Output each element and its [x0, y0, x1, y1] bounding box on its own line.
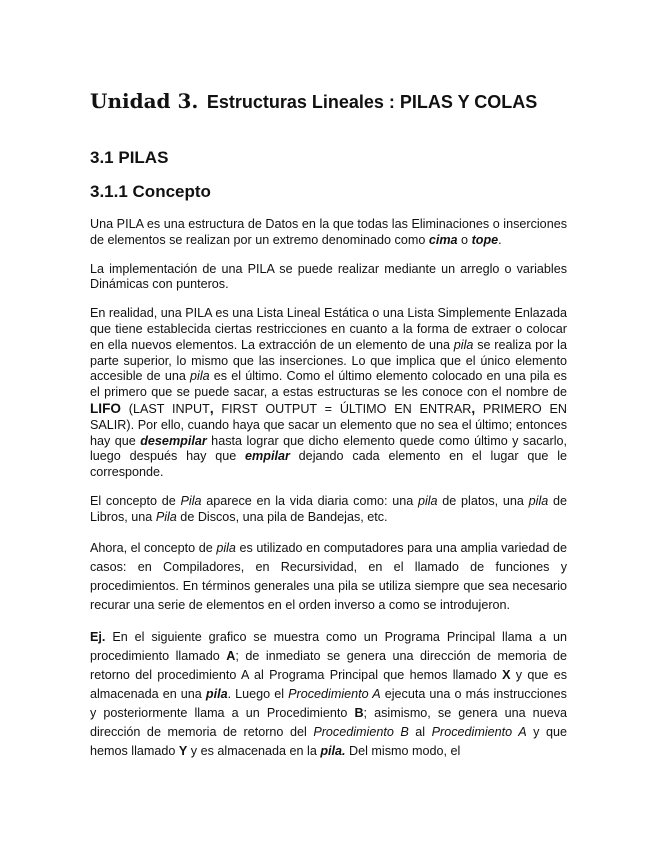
paragraph-daily-life: El concepto de Pila aparece en la vida diaria como: una pila de platos, una pila de Libros, una Pila de Discos, una pila de Bandejas, etc.	[90, 493, 567, 524]
paragraph-computing-uses: Ahora, el concepto de pila es utilizado en computadores para una amplia variedad de casos: en Compiladores, en Recursividad, en el llamado de funciones y procedimientos. En términos generales una pila se utiliza siempre que sea necesario recurar una serie de elementos en el orden inverso a como se introdujeron.	[90, 540, 567, 612]
unit-number: Unidad 3.	[90, 89, 199, 113]
unit-title	[90, 86, 567, 119]
paragraph-example: Ej. En el siguiente grafico se muestra como un Programa Principal llama a un procedimiento llamado A; de inmediato se genera una dirección de memoria de retorno del procedimiento A al Programa Principal que hemos llamado X y que es almacenada en una pila. Luego el Procedimiento A ejecuta una o más instrucciones y posteriormente llama a un Procedimiento B; asimismo, se genera una nueva dirección de memoria de retorno del Procedimiento B al Procedimiento A y que hemos llamado Y y es almacenada en la pila. Del mismo modo, el	[90, 629, 567, 758]
paragraph-definition: Una PILA es una estructura de Datos en la que todas las Eliminaciones o inserciones de elementos se realizan por un extremo denominado como cima o tope.	[90, 217, 567, 247]
paragraph-implementation: La implementación de una PILA se puede realizar mediante un arreglo o variables Dinámicas con punteros.	[90, 261, 567, 292]
paragraph-lifo: En realidad, una PILA es una Lista Lineal Estática o una Lista Simplemente Enlazada que tiene establecida ciertas restricciones en cuanto a la forma de extraer o colocar en ella nuevos elementos. La extracción de un elemento de una pila se realiza por la parte superior, lo mismo que las inserciones. Lo que implica que el único elemento accesible de una pila es el último. Como el último elemento colocado en una pila es el primero que se puede sacar, a estas estructuras se les conoce con el nombre de LIFO (LAST INPUT, FIRST OUTPUT = ÚLTIMO EN ENTRAR, PRIMERO EN SALIR). Por ello, cuando haya que sacar un elemento que no sea el último; entonces hay que desempilar hasta lograr que dicho elemento quede como último y sacarlo, luego después hay que empilar dejando cada elemento en el lugar que le corresponde.	[90, 306, 568, 480]
unit-subject: Estructuras Lineales : PILAS Y COLAS	[206, 92, 538, 112]
section-heading: 3.1 PILAS	[90, 148, 169, 167]
subsection-heading: 3.1.1 Concepto	[90, 182, 211, 201]
